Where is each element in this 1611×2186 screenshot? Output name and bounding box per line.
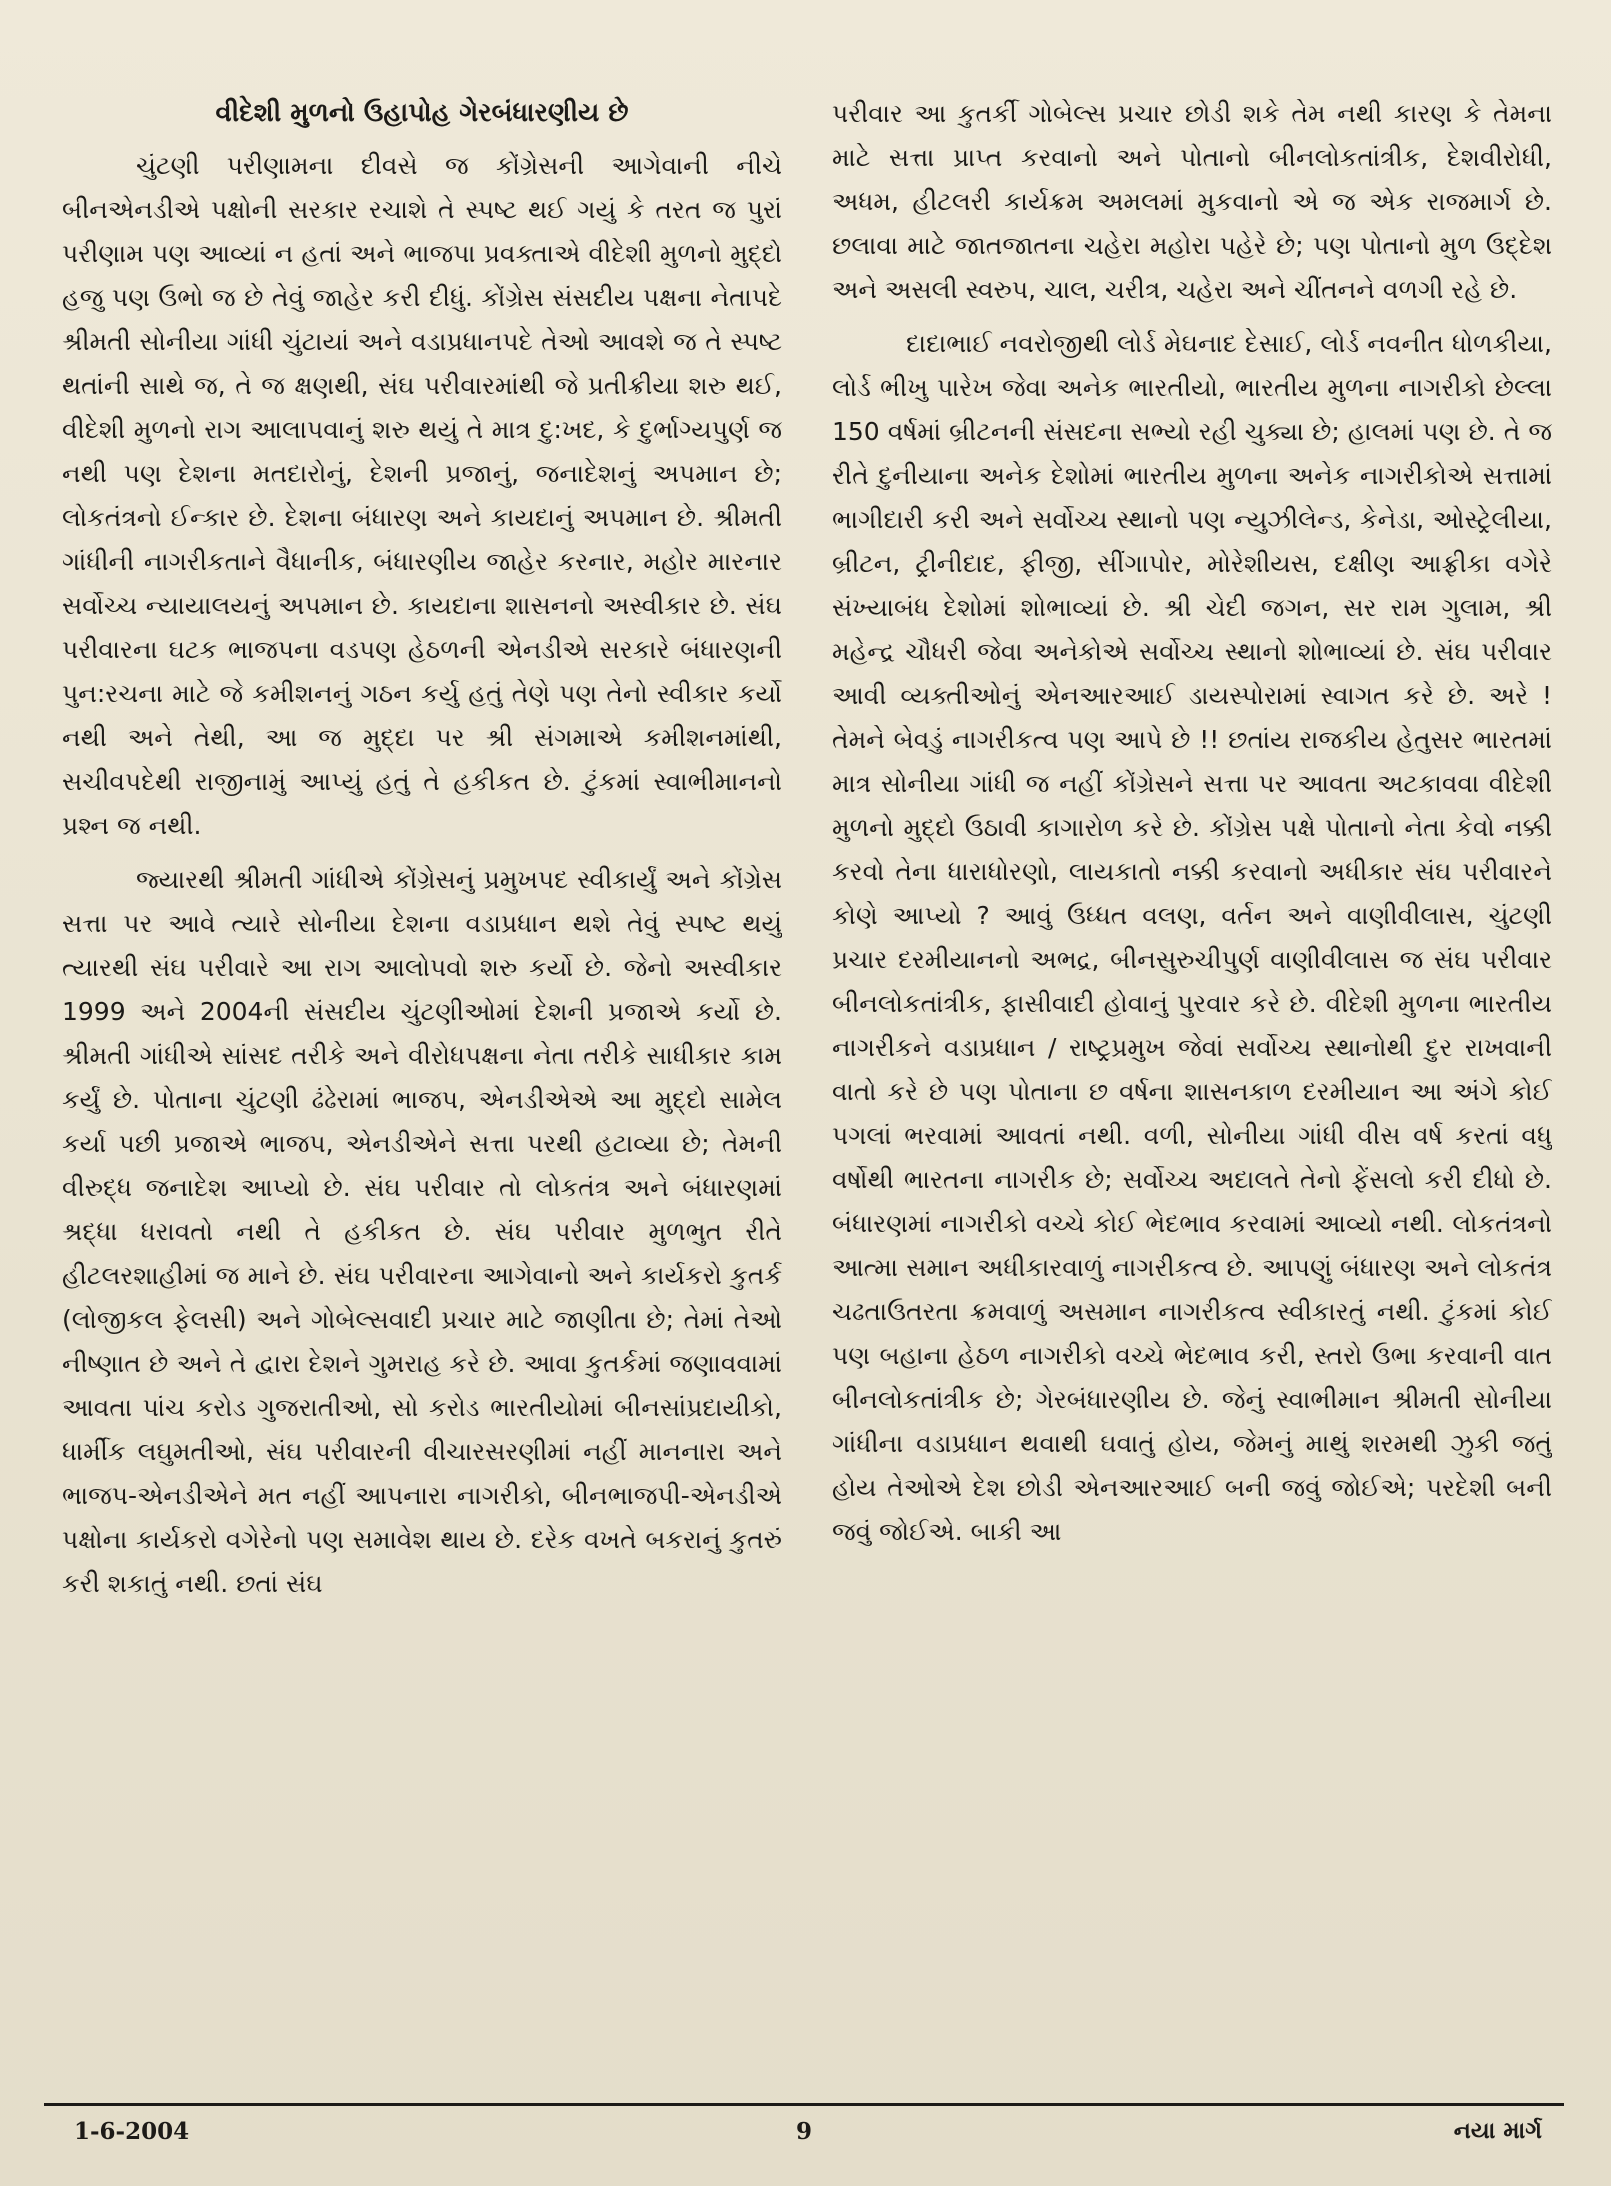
right-column [832,92,1552,2082]
article-columns [62,92,1552,2082]
article-heading: વીદેશી મુળનો ઉહાપોહ ગેરબંધારણીય છે [215,98,629,128]
issue-date: 1-6-2004 [74,2118,190,2145]
paragraph-continuation: પરીવાર આ કુતર્કી ગોબેલ્સ પ્રચાર છોડી શકે તેમ નથી કારણ કે તેમના માટે સત્તા પ્રાપ્ત કરવાનો અને પોતાનો બીનલોકતાંત્રીક, દેશવીરોધી, અધમ, હીટલરી કાર્યક્રમ અમલમાં મુકવાનો એ જ એક રાજમાર્ગ છે. છલાવા માટે જાતજાતના ચહેરા મહોરા પહેરે છે; પણ પોતાનો મુળ ઉદ્દેશ અને અસલી સ્વરુપ, ચાલ, ચરીત્ર, ચહેરા અને ચીંતનને વળગી રહે છે. [832,99,1552,304]
left-column [62,92,782,2082]
publication-name: નયા માર્ગ [1453,2118,1542,2144]
paragraph: ચુંટણી પરીણામના દીવસે જ કોંગ્રેસની આગેવાની નીચે બીનએનડીએ પક્ષોની સરકાર રચાશે તે સ્પષ્ટ થઈ ગયું કે તરત જ પુરાં પરીણામ પણ આવ્યાં ન હતાં અને ભાજપા પ્રવક્તાએ વીદેશી મુળનો મુદ્દો હજુ પણ ઉભો જ છે તેવું જાહેર કરી દીધું. કોંગ્રેસ સંસદીય પક્ષના નેતાપદે શ્રીમતી સોનીયા ગાંધી ચુંટાયાં અને વડાપ્રધાનપદે તેઓ આવશે જ તે સ્પષ્ટ થતાંની સાથે જ, તે જ ક્ષણથી, સંઘ પરીવારમાંથી જે પ્રતીક્રીયા શરુ થઈ, વીદેશી મુળનો રાગ આલાપવાનું શરુ થયું તે માત્ર દુ:ખદ, કે દુર્ભાગ્યપુર્ણ જ નથી પણ દેશના મતદારોનું, દેશની પ્રજાનું, જનાદેશનું અપમાન છે; લોકતંત્રનો ઈન્કાર છે. દેશના બંધારણ અને કાયદાનું અપમાન છે. શ્રીમતી ગાંધીની નાગરીકતાને વૈધાનીક, બંધારણીય જાહેર કરનાર, મહોર મારનાર સર્વોચ્ચ ન્યાયાલયનું અપમાન છે. કાયદાના શાસનનો અસ્વીકાર છે. સંઘ પરીવારના ઘટક ભાજપના વડપણ હેઠળની એનડીએ સરકારે બંધારણની પુન:રચના માટે જે કમીશનનું ગઠન કર્યુ હતું તેણે પણ તેનો સ્વીકાર કર્યો નથી અને તેથી, આ જ મુદ્દા પર શ્રી સંગમાએ કમીશનમાંથી, સચીવપદેથી રાજીનામું આપ્યું હતું તે હકીકત છે. ટુંકમાં સ્વાભીમાનનો પ્રશ્ન જ નથી. [62,151,782,840]
paragraph: દાદાભાઈ નવરોજીથી લોર્ડ મેઘનાદ દેસાઈ, લોર્ડ નવનીત ધોળકીયા, લોર્ડ ભીખુ પારેખ જેવા અનેક ભારતીયો, ભારતીય મુળના નાગરીકો છેલ્લા 150 વર્ષમાં બ્રીટનની સંસદના સભ્યો રહી ચુક્યા છે; હાલમાં પણ છે. તે જ રીતે દુનીયાના અનેક દેશોમાં ભારતીય મુળના અનેક નાગરીકોએ સત્તામાં ભાગીદારી કરી અને સર્વોચ્ચ સ્થાનો પણ ન્યુઝીલેન્ડ, કેનેડા, ઓસ્ટ્રેલીયા, બ્રીટન, ટ્રીનીદાદ, ફીજી, સીંગાપોર, મોરેશીયસ, દક્ષીણ આફ્રીકા વગેરે સંખ્યાબંધ દેશોમાં શોભાવ્યાં છે. શ્રી ચેદી જગન, સર રામ ગુલામ, શ્રી મહેન્દ્ર ચૌધરી જેવા અનેકોએ સર્વોચ્ચ સ્થાનો શોભાવ્યાં છે. સંઘ પરીવાર આવી વ્યક્તીઓનું એનઆરઆઈ ડાયસ્પોરામાં સ્વાગત કરે છે. અરે ! તેમને બેવડું નાગરીકત્વ પણ આપે છે !! છતાંય રાજકીય હેતુસર ભારતમાં માત્ર સોનીયા ગાંધી જ નહીં કોંગ્રેસને સત્તા પર આવતા અટકાવવા વીદેશી મુળનો મુદ્દો ઉઠાવી કાગારોળ કરે છે. કોંગ્રેસ પક્ષે પોતાનો નેતા કેવો નક્કી કરવો તેના ધારાધોરણો, લાયકાતો નક્કી કરવાનો અધીકાર સંઘ પરીવારને કોણે આપ્યો ? આવું ઉધ્ધત વલણ, વર્તન અને વાણીવીલાસ, ચુંટણી પ્રચાર દરમીયાનનો અભદ્ર, બીનસુરુચીપુર્ણ વાણીવીલાસ જ સંઘ પરીવાર બીનલોકતાંત્રીક, ફાસીવાદી હોવાનું પુરવાર કરે છે. વીદેશી મુળના ભારતીય નાગરીકને વડાપ્રધાન / રાષ્ટ્રપ્રમુખ જેવાં સર્વોચ્ચ સ્થાનોથી દુર રાખવાની વાતો કરે છે પણ પોતાના છ વર્ષના શાસનકાળ દરમીયાન આ અંગે કોઈ પગલાં ભરવામાં આવતાં નથી. વળી, સોનીયા ગાંધી વીસ વર્ષ કરતાં વધુ વર્ષોથી ભારતના નાગરીક છે; સર્વોચ્ચ અદાલતે તેનો ફેંસલો કરી દીધો છે. બંધારણમાં નાગરીકો વચ્ચે કોઈ ભેદભાવ કરવામાં આવ્યો નથી. લોકતંત્રનો આત્મા સમાન અધીકારવાળું નાગરીકત્વ છે. આપણું બંધારણ અને લોકતંત્ર ચઢતાઉતરતા ક્રમવાળું અસમાન નાગરીકત્વ સ્વીકારતું નથી. ટુંકમાં કોઈ પણ બહાના હેઠળ નાગરીકો વચ્ચે ભેદભાવ કરી, સ્તરો ઉભા કરવાની વાત બીનલોકતાંત્રીક છે; ગેરબંધારણીય છે. જેનું સ્વાભીમાન શ્રીમતી સોનીયા ગાંધીના વડાપ્રધાન થવાથી ઘવાતું હોય, જેમનું માથું શરમથી ઝુકી જતું હોય તેઓએ દેશ છોડી એનઆરઆઈ બની જવું જોઈએ; પરદેશી બની જવું જોઈએ. બાકી આ [832,329,1552,1546]
page-number: 9 [795,2118,812,2145]
footer-divider [44,2103,1564,2106]
paragraph: જ્યારથી શ્રીમતી ગાંધીએ કોંગ્રેસનું પ્રમુખપદ સ્વીકાર્યું અને કોંગ્રેસ સત્તા પર આવે ત્યારે સોનીયા દેશના વડાપ્રધાન થશે તેવું સ્પષ્ટ થયું ત્યારથી સંઘ પરીવારે આ રાગ આલોપવો શરુ કર્યો છે. જેનો અસ્વીકાર 1999 અને 2004ની સંસદીય ચુંટણીઓમાં દેશની પ્રજાએ કર્યો છે. શ્રીમતી ગાંધીએ સાંસદ તરીકે અને વીરોધપક્ષના નેતા તરીકે સાધીકાર કામ કર્યું છે. પોતાના ચુંટણી ઢંઢેરામાં ભાજપ, એનડીએએ આ મુદ્દો સામેલ કર્યા પછી પ્રજાએ ભાજપ, એનડીએને સત્તા પરથી હટાવ્યા છે; તેમની વીરુદ્ધ જનાદેશ આપ્યો છે. સંઘ પરીવાર તો લોકતંત્ર અને બંધારણમાં શ્રદ્ધા ધરાવતો નથી તે હકીકત છે. સંઘ પરીવાર મુળભુત રીતે હીટલરશાહીમાં જ માને છે. સંઘ પરીવારના આગેવાનો અને કાર્યકરો કુતર્ક (લોજીકલ ફેલસી) અને ગોબેલ્સવાદી પ્રચાર માટે જાણીતા છે; તેમાં તેઓ નીષ્ણાત છે અને તે દ્વારા દેશને ગુમરાહ કરે છે. આવા કુતર્કમાં જણાવવામાં આવતા પાંચ કરોડ ગુજરાતીઓ, સો કરોડ ભારતીયોમાં બીનસાંપ્રદાયીકો, ધાર્મીક લઘુમતીઓ, સંઘ પરીવારની વીચારસરણીમાં નહીં માનનારા અને ભાજપ-એનડીએને મત નહીં આપનારા નાગરીકો, બીનભાજપી-એનડીએ પક્ષોના કાર્યકરો વગેરેનો પણ સમાવેશ થાય છે. દરેક વખતે બકરાનું કુતરું કરી શકાતું નથી. છતાં સંઘ [62,865,782,1598]
page-footer [44,2118,1564,2158]
